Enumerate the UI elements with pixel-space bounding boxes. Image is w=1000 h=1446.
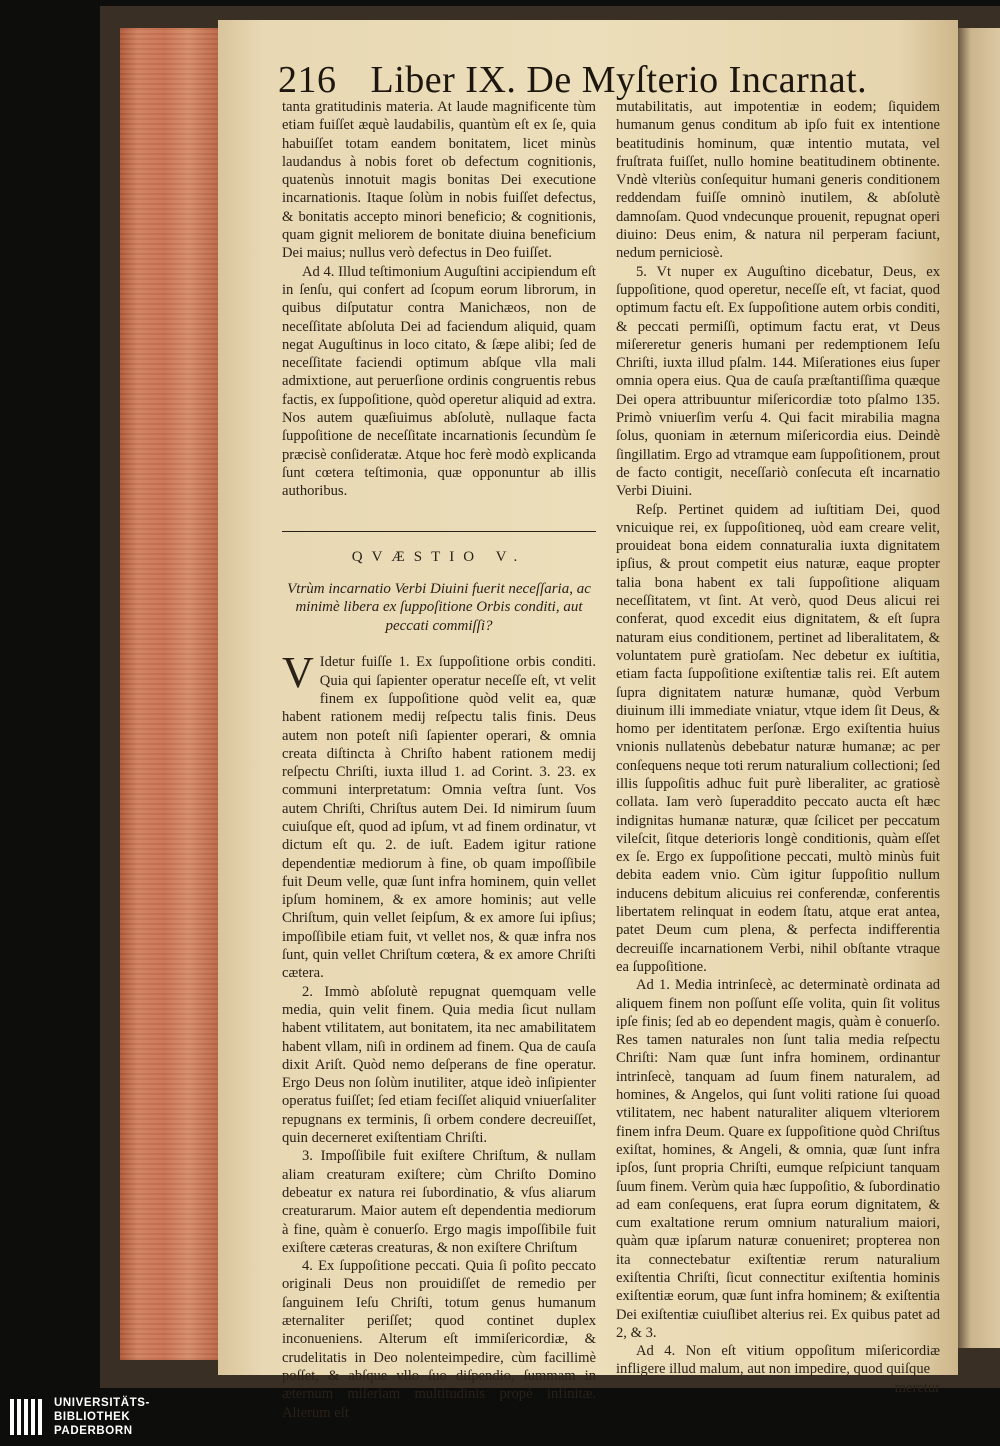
library-logo [8, 1396, 308, 1444]
drop-cap: V [282, 648, 314, 698]
left-paragraph-2: 2. Immò abſolutè repugnat quemquam velle media, quin velit finem. Quia media ſicut nullam habent vtilitatem, aut bonitatem, ita nec amabilitatem habent vllam, niſi in ordinem ad finem. Qua de cauſa dixit Ariſt. Quòd nemo deſperans de fine operatur. Ergo Deus non ſolùm inutiliter, atque ideò inſipienter operatus fuiſſet; ſed etiam feciſſet aliquid vniuerſaliter repugnans ex terminis, ſi orbem condere decreuiſſet, quin decerneret exiſtentiam Chriſti. [282, 983, 596, 1147]
book-page [218, 20, 958, 1421]
left-column [282, 98, 596, 1422]
page-fore-edge [120, 28, 220, 1360]
question-first-text: Idetur fuiſſe 1. Ex ſuppoſitione orbis conditi. Quia qui ſapienter operatur neceſſe eſt, vt velit finem ex ſuppoſitione quòd velit ea, quæ habent rationem medij reſpectu talis finis. Deus autem non poteſt niſi ſapienter operari, & omnia creata diſtincta à Chriſto habent rationem medij reſpectu Chriſti, iuxta illud 1. ad Corint. 3. 23. ex communi interpretatum: Omnia veſtra ſunt. Vos autem Chriſti, Chriſtus autem Dei. Id nimirum ſuum cuiuſque eſt, quod ad ipſum, vt ad finem ordinatur, vt dictum eſt qu. 2. de iuſt. Eadem igitur ratione dependentiæ mediorum à fine, ob quam impoſſibile fuit Deum velle, quæ ſunt infra hominem, quin vellet ipſum hominem, & ex amore hominis; aut velle Chriſtum, quin vellet ſeipſum, & ex amore ſui ipſius; impoſſibile etiam fuit, vt vellet nos, & quæ infra nos ſunt, quin vellet Chriſtum cœtera, & ex amore Chriſti cætera. [282, 654, 596, 982]
right-paragraph-1: mutabilitatis, aut impotentiæ in eodem; ſiquidem humanum genus conditum ab ipſo fuit ex intentione beatitudinis hominum, quæ intentio mutata, vel fruſtrata fuiſſet, nullo homine beatitudinem obtinente. Vndè vlteriùs conſequitur humani generis conditionem reddendam fuiſſe omninò inutilem, & abſolutè damnoſam. Quod vndecunque prouenit, repugnat operi diuino: Deus enim, & natura nil perperam faciunt, nedum perniciosè. [616, 99, 940, 262]
left-intro-paragraph: tanta gratitudinis materia. At laude magnificente tùm etiam fuiſſet æquè laudabilis, quantùm eſt ex ſe, quia habuiſſet totam eandem bonitatem, licet minùs laudandus à nobis foret ob defectum cognitionis, quatenùs innotuit magis bonitas Dei executione incarnationis. Itaque ſolùm in nobis fuiſſet defectus, & bonitatis accepto minori beneficio; & cognitionis, quam gignit meliorem de bonitate diuina beneficium Dei maius; nullus verò defectus in Deo fuiſſet. [282, 99, 596, 262]
library-emblem-icon [8, 1396, 48, 1440]
library-name-line-2: BIBLIOTHEK [54, 1411, 131, 1423]
question-heading: QVÆSTIO V. [351, 548, 527, 565]
right-paragraph-5: 5. Vt nuper ex Auguſtino dicebatur, Deus, ex ſuppoſitione, quod operetur, neceſſe eſt, vt faciat, quod optimum factu eſt. Ex ſuppoſitione autem orbis conditi, & peccati permiſſi, optimum factu erat, vt Deus miſereretur generis humani per redemptionem Ieſu Chriſti, iuxta illud pſalm. 144. Miſerationes eius ſuper omnia opera eius. Qua de cauſa præſtantiſſima quæque Dei opera attribuuntur miſericordiæ toto pſalmo 135. Primò vniuerſim verſu 4. Qui facit mirabilia magna ſolus, quoniam in æternum miſericordia eius. Deindè ſingillatim. Ergo ad vtramque eam ſuppoſitionem, prout de facto contigit, neceſſariò conſecuta eſt incarnatio Verbi Diuini. [616, 263, 940, 500]
facing-page-edge [958, 28, 1000, 1348]
section-rule [282, 531, 596, 532]
left-paragraph-3: 3. Impoſſibile fuit exiſtere Chriſtum, & nullam aliam creaturam exiſtere; cùm Chriſto Domino debeatur ex natura rei ſubordinatio, & vſus aliarum creaturarum. Maior autem eſt dependentia mediorum à fine, quàm è conuerſo. Ergo magis impoſſibile fuit exiſtere cæteras creaturas, & non exiſtere Chriſtum [282, 1148, 596, 1256]
library-name-line-1: UNIVERSITÄTS- [54, 1397, 150, 1409]
catchword: meretur [894, 1379, 940, 1396]
running-title: Liber IX. De Myſterio Incarnat. [370, 59, 868, 101]
response-paragraph: Reſp. Pertinet quidem ad iuſtitiam Dei, quod vnicuique rei, ex ſuppoſitioneq, uòd eam creare velit, prouideat bona eidem connaturalia iuxta dignitatem ipſius, & prout competit eius naturæ, eaque propter talia bona habent ex tali ſuppoſitione aliquam neceſſitatem, vt ſint. At verò, quod Deus alicui rei conferat, quod excedit eius dignitatem, & eſt ſupra naturam eius conditionem, pertinet ad liberalitatem, & voluntatem purè gratioſam. Nec debetur ex iuſtitia, etiam facta ſuppoſitione exiſtentiæ talis rei. Eſt autem ſupra dignitatem naturæ humanæ, quòd Verbum diuinum illi immediate vniatur, vtque idem ſit Deus, & homo per identitatem perſonæ. Ergo exiſtentia huius vnionis nullatenùs debebatur naturæ humanæ; ac per conſequens neque toti rerum naturalium collectioni; ſed illis ſuppoſitis adhuc fuit purè liberaliter, ac gratiosè collata. Iam verò ſuperaddito peccato aucta eſt hæc indignitas humanæ naturæ, quæ ſcilicet per peccatum vileſcit, ſitque deterioris longè conditionis, quàm eſſet ex ſe. Ergo ex ſuppoſitione peccati, multò minùs fuit debita eadem vnio. Cùm igitur ſuppoſitio nullum inducens debitum alicuius rei conferendæ, conferentis libertatem relinquat in eodem ſtatu, atque erat antea, patet Deum cum plena, & perfecta indifferentia decreuiſſe incarnationem Verbi, nihil obſtante vtraque ea ſuppoſitione. [616, 501, 940, 975]
library-name-line-3: PADERBORN [54, 1425, 133, 1437]
running-head [278, 58, 867, 102]
right-column [616, 98, 940, 1397]
question-title: Vtrùm incarnatio Verbi Diuini fuerit neceſſaria, ac minimè libera ex ſuppoſitione Orbis conditi, aut peccati commiſſi? [287, 580, 591, 634]
right-ad4-paragraph: Ad 4. Non eſt vitium oppoſitum miſericordiæ infligere illud malum, aut non impedire, quod quiſque [616, 1343, 940, 1378]
left-ad4-paragraph: Ad 4. Illud teſtimonium Auguſtini accipiendum eſt in ſenſu, qui confert ad ſcopum eorum librorum, in quibus diſputatur contra Manichæos, non de neceſſitate abſoluta Dei ad faciendum aliquid, quam negat Auguſtinus in loco citato, & ſæpe alibi; ſed de neceſſitate faciendi optimum abſque vlla mali admixtione, aut peruerſione ordinis congruentis rebus factis, ex ſuppoſitione, quòd operetur aliquid ad extra. Nos autem quæſiuimus abſolutè, nullaque facta ſuppoſitione de neceſſitate incarnationis ſecundùm ſe præcisè conſideratæ. Atque hoc ferè modò explicanda ſunt cœtera teſtimonia, quæ opponuntur ab illis authoribus. [282, 263, 596, 500]
page-number: 216 [278, 59, 337, 101]
ad1-paragraph: Ad 1. Media intrinſecè, ac determinatè ordinata ad aliquem finem non poſſunt eſſe volita, quin ſit volitus ipſe finis; ſed ab eo dependent magis, quàm è conuerſo. Res tamen naturales non ſunt talia media reſpectu Chriſti: Nam quæ ſunt infra hominem, ordinantur intrinſecè, tanquam ad ſuum finem naturalem, ad homines, & Angelos, qui ſunt voliti ratione ſui quoad vtilitatem, nec habent naturaliter aliquem vlteriorem finem infra Deum. Quare ex ſuppoſitione quòd Chriſtus exiſtat, homines, & Angeli, & omnia, quæ ſunt infra ipſos, ſunt propria Chriſti, eumque reſpiciunt tanquam ſuum finem. Verùm quia hæc ſuppoſitio, & ſubordinatio ad eam conſequens, erat ſupra eorum dignitatem, & cum exaltatione rerum omnium naturalium maiori, quàm quæ ipſarum naturæ conueniret; propterea non ita connectebatur exiſtentiæ rerum naturalium exiſtentia Chriſti, ſicut connectitur exiſtentia hominis exiſtentiæ eorum, quæ ſunt infra hominem; & exiſtentia Dei exiſtentiæ cuiuſlibet alterius rei. Ex quibus patet ad 2, & 3. [616, 977, 940, 1341]
library-name [54, 1396, 150, 1438]
question-first-paragraph [282, 648, 596, 982]
left-paragraph-4: 4. Ex ſuppoſitione peccati. Quia ſi poſito peccato originali Deus non prouidiſſet de remedio per ſanguinem Ieſu Chriſti, totum genus humanum æternaliter periſſet; quod continet duplex inconueniens. Alterum eſt immiſericordiæ, & crudelitatis in Deo nolenteimpedire, cùm facillimè poſſet, & abſque vllo ſuo diſpendio, ſummam in æternum miſeriam multitudinis propè infinitæ. Alterum eſt [282, 1258, 596, 1421]
